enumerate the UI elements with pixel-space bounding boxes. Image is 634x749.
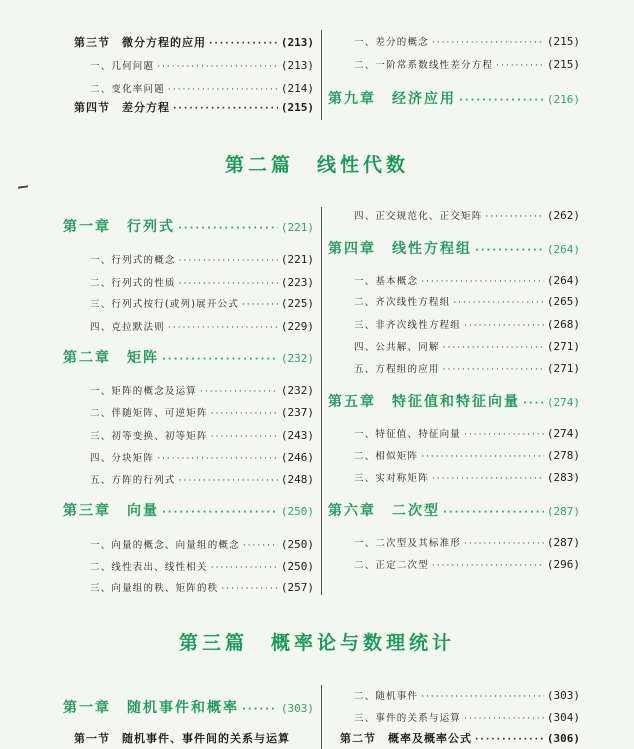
entry-page: (213) [280,36,314,49]
toc-entry[interactable] [90,559,314,573]
entry-label: 二、正定二次型 [354,560,429,571]
entry-label: 二、相似矩阵 [354,451,419,462]
entry-page: (248) [280,473,314,486]
toc-entry[interactable] [90,296,314,310]
chapter-page: (274) [546,396,580,409]
toc-chapter[interactable] [63,500,314,520]
toc-entry[interactable] [354,294,580,308]
entry-label: 四、克拉默法则 [90,322,165,333]
entry-label: 一、几何问题 [90,61,155,72]
chapter-page: (250) [280,505,314,518]
entry-page: (243) [280,429,314,442]
entry-label: 四、公共解、同解 [354,342,440,353]
entry-label: 五、方阵的行列式 [90,475,176,486]
toc-entry[interactable] [74,99,314,115]
entry-page: (283) [546,471,580,484]
column-divider-bottom [321,685,322,749]
toc-chapter[interactable] [63,216,314,236]
entry-page: (271) [546,362,580,375]
entry-label: 四、分块矩阵 [90,453,155,464]
entry-label: 四、正交规范化、正交矩阵 [354,211,483,222]
entry-label: 二、线性表出、线性相关 [90,562,208,573]
entry-label: 第一节 随机事件、事件间的关系与运算 [74,732,290,745]
toc-entry[interactable] [354,470,580,484]
chapter-page: (216) [546,93,580,106]
toc-chapter[interactable] [63,697,314,717]
entry-label: 二、行列式的性质 [90,278,176,289]
entry-page: (303) [546,689,580,702]
entry-page: (215) [280,101,314,114]
toc-entry[interactable] [354,57,580,71]
chapter-page: (287) [546,505,580,518]
toc-entry[interactable] [354,339,580,353]
toc-entry[interactable] [90,383,314,397]
toc-entry[interactable] [90,81,314,95]
entry-label: 一、基本概念 [354,276,419,287]
toc-entry[interactable] [90,319,314,333]
entry-label: 三、实对称矩阵 [354,473,429,484]
toc-chapter[interactable] [63,347,314,367]
toc-chapter[interactable] [328,88,580,108]
toc-entry[interactable] [90,472,314,486]
chapter-label: 第五章 特征值和特征向量 [328,394,520,410]
entry-page: (215) [546,35,580,48]
toc-entry[interactable] [90,450,314,464]
toc-chapter[interactable] [328,500,580,520]
entry-page: (225) [280,297,314,310]
entry-page: (214) [280,82,314,95]
entry-label: 一、矩阵的概念及运算 [90,386,198,397]
entry-label: 三、事件的关系与运算 [354,713,462,724]
entry-label: 五、方程组的应用 [354,364,440,375]
toc-entry[interactable] [354,710,580,724]
toc-entry[interactable] [354,273,580,287]
chapter-label: 第二章 矩阵 [63,350,159,366]
entry-label: 第四节 差分方程 [74,101,170,114]
entry-label: 二、一阶常系数线性差分方程 [354,60,494,71]
entry-label: 二、变化率问题 [90,84,165,95]
chapter-page: (303) [280,702,314,715]
chapter-page: (221) [280,221,314,234]
entry-page: (229) [280,320,314,333]
toc-entry[interactable] [90,252,314,266]
toc-entry[interactable] [354,317,580,331]
entry-label: 第二节 概率及概率公式 [340,732,472,745]
entry-page: (223) [280,276,314,289]
toc-entry[interactable] [340,730,580,746]
toc-entry[interactable] [90,537,314,551]
entry-label: 二、随机事件 [354,691,419,702]
entry-label: 第三节 微分方程的应用 [74,36,206,49]
entry-label: 三、初等变换、初等矩阵 [90,431,208,442]
part-title: 第三篇 概率论与数理统计 [178,632,455,654]
toc-entry[interactable] [354,361,580,375]
entry-label: 一、差分的概念 [354,37,429,48]
entry-page: (274) [546,427,580,440]
entry-page: (271) [546,340,580,353]
entry-label: 二、齐次线性方程组 [354,297,451,308]
toc-entry[interactable] [74,730,314,746]
chapter-label: 第九章 经济应用 [328,91,456,107]
chapter-label: 第四章 线性方程组 [328,241,472,257]
column-divider [321,207,322,595]
entry-page: (304) [546,711,580,724]
toc-entry[interactable] [354,535,580,549]
chapter-page: (264) [546,243,580,256]
entry-page: (306) [546,732,580,745]
toc-entry[interactable] [90,405,314,419]
entry-label: 三、向量组的秩、矩阵的秩 [90,583,219,594]
toc-chapter[interactable] [328,391,580,411]
toc-entry[interactable] [74,34,314,50]
toc-entry[interactable] [354,448,580,462]
toc-entry[interactable] [354,688,580,702]
chapter-label: 第一章 行列式 [63,219,175,235]
entry-page: (250) [280,538,314,551]
entry-page: (265) [546,295,580,308]
entry-page: (237) [280,406,314,419]
chapter-label: 第一章 随机事件和概率 [63,700,239,716]
entry-page: (246) [280,451,314,464]
entry-page: (257) [280,581,314,594]
entry-page: (296) [546,558,580,571]
toc-entry[interactable] [354,34,580,48]
toc-entry[interactable] [90,580,314,594]
entry-page: (221) [280,253,314,266]
entry-page: (278) [546,449,580,462]
entry-label: 一、特征值、特征向量 [354,429,462,440]
entry-label: 三、行列式按行(或列)展开公式 [90,299,239,310]
entry-page: (262) [546,209,580,222]
entry-page: (287) [546,536,580,549]
column-divider-top [321,30,322,120]
entry-page: (213) [280,59,314,72]
toc-entry[interactable] [354,426,580,440]
entry-page: (215) [546,58,580,71]
margin-mark [18,185,28,188]
chapter-label: 第六章 二次型 [328,503,440,519]
entry-label: 三、非齐次线性方程组 [354,320,462,331]
entry-label: 一、向量的概念、向量组的概念 [90,540,240,551]
entry-page: (268) [546,318,580,331]
toc-entry[interactable] [90,428,314,442]
entry-page: (250) [280,560,314,573]
entry-page: (264) [546,274,580,287]
toc-entry[interactable] [354,557,580,571]
part-title: 第二篇 线性代数 [224,154,409,176]
entry-label: 一、二次型及其标准形 [354,538,462,549]
toc-entry[interactable] [90,58,314,72]
chapter-label: 第三章 向量 [63,503,159,519]
toc-entry[interactable] [354,208,580,222]
chapter-page: (232) [280,352,314,365]
toc-entry[interactable] [90,275,314,289]
entry-label: 一、行列式的概念 [90,255,176,266]
entry-label: 二、伴随矩阵、可逆矩阵 [90,408,208,419]
toc-chapter[interactable] [328,238,580,258]
entry-page: (232) [280,384,314,397]
